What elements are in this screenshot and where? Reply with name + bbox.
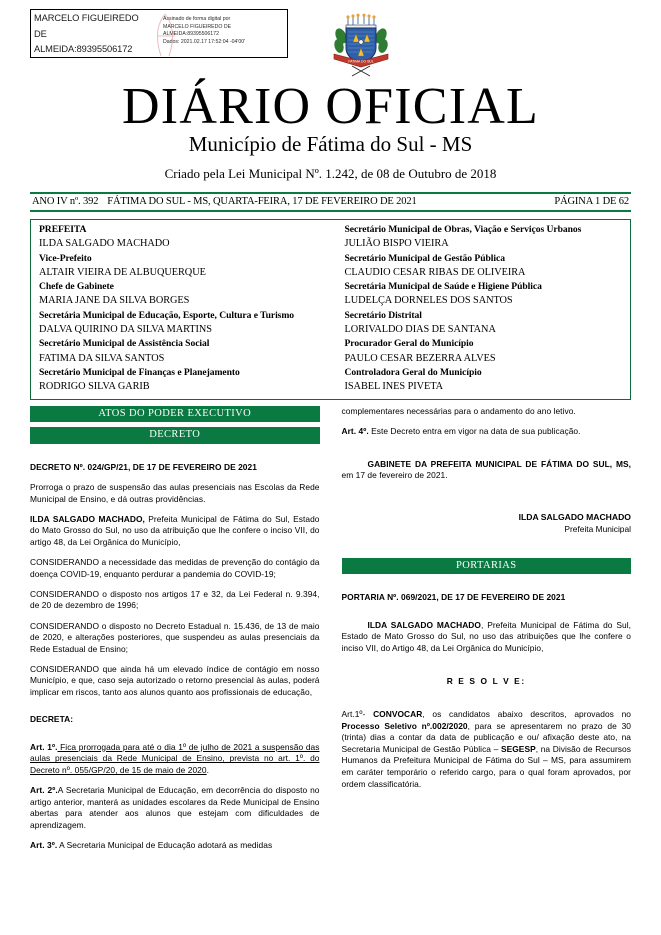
official-role: Secretário Municipal de Gestão Pública [344,252,505,264]
officials-column-right [331,223,631,395]
portaria-art1-mid-2: , para se apresentarem no prazo de 30 (trinta) dias a contar da data de publicação e ou/ afixação deste ato, na Secretaria Municipal de Gestão Pública – [341,720,631,754]
official-role: PREFEITA [39,224,87,235]
official-person: CLAUDIO CESAR RIBAS DE OLIVEIRA [344,266,526,278]
official-person: DALVA QUIRINO DA SILVA MARTINS [39,324,212,336]
art1-label: Art. 1º. [30,741,58,752]
column-left [30,406,331,926]
signature-subject-line-3: ALMEIDA:89395506172 [34,44,133,54]
official-person: JULIÃO BISPO VIEIRA [344,238,449,250]
considerando-3: CONSIDERANDO o disposto no Decreto Estadual n. 15.436, de 13 de maio de 2020, e alterações posteriores, que suspendeu as aulas presenciais da Rede Estadual de Ensino; [30,620,320,654]
official-role: Secretário Municipal de Assistência Social [39,338,210,350]
officials-column-left [31,223,331,395]
issue-year-number: ANO IV nº. 392 [32,196,99,207]
art3-text: A Secretaria Municipal de Educação adotará as medidas [57,839,273,850]
official-person: FATIMA DA SILVA SANTOS [39,352,165,364]
art2-label: Art. 2º. [30,784,58,795]
decreto-art-2 [30,785,320,831]
signature-subject [31,10,157,57]
official-role: Secretário Distrital [344,309,422,321]
column-right [331,406,632,926]
signature-flourish-icon [151,12,181,58]
signatory-role: Prefeita Municipal [564,524,631,535]
official-person: RODRIGO SILVA GARIB [39,381,150,393]
decreto-preamble [30,514,320,549]
signature-details [157,10,287,57]
section-bar-portarias: PORTARIAS [342,558,632,575]
official-person: ISABEL INES PIVETA [344,381,444,393]
official-person: ALTAIR VIEIRA DE ALBUQUERQUE [39,266,206,278]
official-role: Secretária Municipal de Educação, Esporte, Cultura e Turismo [39,309,295,321]
masthead [30,80,631,183]
signature-detail-line-4: Dados: 2021.02.17 17:52:04 -04'00' [163,38,246,45]
considerando-1: CONSIDERANDO a necessidade das medidas de prevenção do contágio da doença COVID-19, enquanto perdurar a pandemia do COVID-19; [30,557,320,579]
signature-detail-line-3: ALMEIDA:89395506172 [163,31,219,38]
decreto-art-4 [342,426,632,438]
gabinete-bold: GABINETE DA PREFEITA MUNICIPAL DE FÁTIMA DO SUL, MS, [367,458,631,469]
official-person: PAULO CESAR BEZERRA ALVES [344,352,496,364]
official-person: MARIA JANE DA SILVA BORGES [39,295,190,307]
official-person: ILDA SALGADO MACHADO [39,238,170,250]
signature-subject-line-2: DE [34,28,47,39]
page-title: DIÁRIO OFICIAL [122,78,539,135]
issue-info-bar [30,192,631,212]
preamble-mayor-name: ILDA SALGADO MACHADO, [30,513,145,524]
portaria-mayor-name: ILDA SALGADO MACHADO [367,619,481,630]
official-role: Procurador Geral do Município [344,338,474,350]
decreto-title: DECRETO Nº. 024/GP/21, DE 17 DE FEVEREIRO DE 2021 [30,461,257,472]
issue-place-date: FÁTIMA DO SUL - MS, QUARTA-FEIRA, 17 DE FEVEREIRO DE 2021 [107,196,417,207]
gabinete-rest: em 17 de fevereiro de 2021. [341,470,448,481]
decreto-ementa: Prorroga o prazo de suspensão das aulas presenciais nas Escolas da Rede Municipal de Ensino, e dá outras providências. [30,482,320,504]
signature-detail-line-2: MARCELO FIGUEIREDO DE [163,23,232,30]
official-role: Vice-Prefeito [39,252,92,264]
portaria-preamble [342,620,632,655]
art2-text: A Secretaria Municipal de Educação, em decorrência do disposto no artigo anterior, manterá as unidades escolares da Rede Municipal de Ensino abertas para atender aos alunos que estejam com dificuldades de aprendizagem. [30,784,320,830]
considerando-2: CONSIDERANDO o disposto nos artigos 17 e 32, da Lei Federal n. 9.394, de 20 de dezembro de 1996; [30,588,320,611]
page-number-label: PÁGINA 1 DE 62 [554,196,629,207]
resolve-label [342,676,632,688]
decreto-art-1 [30,742,320,777]
signature-subject-line-1: MARCELO FIGUEIREDO [34,13,139,23]
header-signature-row [30,0,631,62]
section-bar-decreto: DECRETO [30,427,320,444]
portaria-preamble-rest: , Prefeita Municipal de Fátima do Sul, Estado de Mato Grosso do Sul, no uso das atribuições que lhe confere o inciso VII, do Artigo 48, da Lei Orgânica do Município, [341,619,631,653]
convocar-keyword: CONVOCAR [373,709,423,720]
svg-text:FATIMA DO SUL: FATIMA DO SUL [348,59,374,64]
masthead-law-line: Criado pela Lei Municipal Nº. 1.242, de 08 de Outubro de 2018 [164,166,497,181]
official-role: Secretária Municipal de Saúde e Higiene Pública [344,281,542,293]
decreto-art-3-continuation: complementares necessárias para o andamento do ano letivo. [341,405,576,416]
signature-detail-line-1: Assinado de forma digital por [163,16,231,22]
digital-signature-box [30,9,288,58]
art1-tail: . [206,764,209,775]
municipal-coat-of-arms-icon [328,12,394,78]
preamble-rest: Prefeita Municipal de Fátima do Sul, Estado do Mato Grosso do Sul, no uso da atribuição que lhe confere o inciso VII, do artigo 48, da Lei Orgânica do Município, [30,513,320,548]
official-role: Controladora Geral do Município [344,366,482,378]
considerando-4: CONSIDERANDO que ainda há um elevado índice de contágio em nosso Município, e que, caso seja autorizado o retorno presencial às aulas, poderá implicar em riscos, tanto aos alunos quanto aos profissionais de educação, [30,663,320,697]
official-role: Secretário Municipal de Finanças e Planejamento [39,366,240,378]
resolve-text: R E S O L V E: [446,676,526,686]
portaria-art1-tail: , na Divisão de Recursos Humanos da Prefeitura Municipal de Fátima do Sul – MS, para assumirem em caráter temporário o referido cargo, para o qual foram aprovados, por ordem classificatória. [341,743,631,789]
gabinete-line [342,459,632,482]
content-columns [30,406,631,926]
portaria-art-1 [342,709,632,790]
decreta-label: DECRETA: [30,714,74,725]
official-role: Chefe de Gabinete [39,281,114,293]
processo-seletivo-ref: Processo Seletivo nº.002/2020 [341,720,468,731]
art1-text: Fica prorrogada para até o dia 1º de julho de 2021 a suspensão das aulas presenciais da Rede Municipal de Ensino, prevista no art. 1º. do Decreto nº. 055/GP/20, de 15 de maio de 2020 [30,741,320,775]
section-bar-atos-poder-executivo: ATOS DO PODER EXECUTIVO [30,406,320,423]
officials-box [30,219,631,400]
official-person: LORIVALDO DIAS DE SANTANA [344,324,496,336]
portaria-art1-mid-1: , os candidatos abaixo descritos, aprovados no [422,709,631,720]
official-person: LUDELÇA DORNELES DOS SANTOS [344,295,513,307]
signatory-name: ILDA SALGADO MACHADO [518,512,631,523]
art4-text: Este Decreto entra em vigor na data de sua publicação. [368,425,581,436]
masthead-subtitle: Município de Fátima do Sul - MS [188,132,473,156]
official-role: Secretário Municipal de Obras, Viação e Serviços Urbanos [344,224,582,235]
art3-label: Art. 3º. [30,839,58,850]
portaria-art1-prefix: Art.1º- [341,709,374,720]
art4-label: Art. 4º. [341,425,369,436]
decreto-art-3 [30,840,320,852]
portaria-title: PORTARIA Nº. 069/2021, DE 17 DE FEVEREIRO DE 2021 [341,592,566,603]
segesp-acronym: SEGESP [500,743,536,754]
